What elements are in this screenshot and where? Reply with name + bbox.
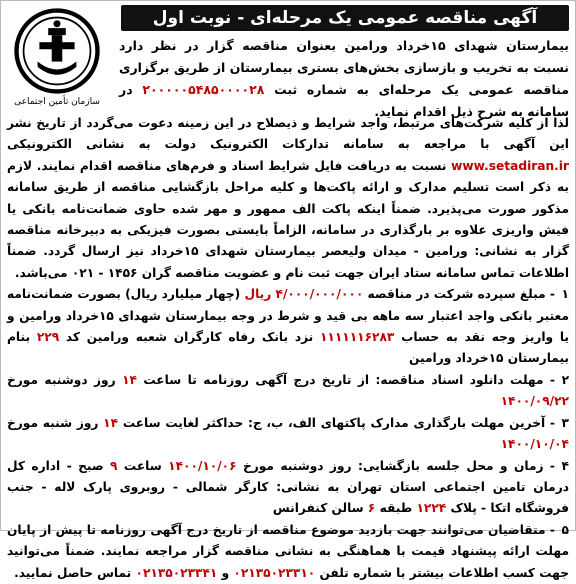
highlighted-value: ۰۲۱۳۵۰۲۳۳۴۱: [135, 565, 218, 580]
notice-headline: آگهی مناقصه عمومی یک مرحله‌ای - نوبت اول: [121, 5, 569, 31]
intro-part2: در سامانه به شرح ذیل اقدام نماید.: [119, 82, 569, 119]
paragraph-part2: نسبت به دریافت فایل شرایط اسناد و فرم‌های مناقصه اقدام نمایند. لازم به ذکر است تسلیم مدارک و ارائه پاکت‌ها و کلیه مراحل بازگشایی مناقصه از طریق سامانه مذکور صورت می‌پذیرد. ضمناً اینکه پاکت الف ممهور و مهر شده حاوی ضمانت‌نامه بانکی یا فیش واریزی علاوه بر بارگذاری در سامانه، الزاماً بایستی بصورت فیزیکی به دبیرخانه مناقصه گزار به نشانی: ورامین - میدان ولیعصر بیمارستان شهدای ۱۵خرداد نیز ارسال گردد. ضمناً اطلاعات تماس سامانه ستاد ایران جهت ثبت نام و عضویت مناقصه گران ۱۴۵۶ - ۰۲۱ می‌باشد.: [7, 158, 570, 280]
intro-text: [119, 35, 569, 123]
highlighted-value: ۲۲۹: [36, 330, 60, 345]
paragraph-part1: لذا از کلیه شرکت‌های مرتبط، واجد شرایط و ذیصلاح در این زمینه دعوت می‌گردد از تاریخ نشر این آگهی با مراجعه به سامانه تدارکات الکترونیک دولت به نشانی الکترونیکی: [7, 116, 569, 152]
highlighted-value: ۱۴۰۰/۰۹/۲۲: [500, 394, 569, 409]
item-text: - آخرین مهلت بارگذاری مدارک پاکتهای الف، ب، ج: حداکثر لغایت ساعت: [118, 415, 555, 430]
item-text: ساعت: [117, 458, 169, 473]
highlighted-value: ۱۴: [122, 372, 137, 387]
list-item: [7, 520, 569, 584]
item-text: - مبلغ سپرده شرکت در مناقصه: [363, 287, 555, 302]
item-number: ۱: [561, 287, 569, 302]
list-item: [7, 456, 569, 520]
highlighted-value: ۱۱۱۱۱۱۶۲۸۳: [319, 330, 395, 345]
item-text: صبح - اداره کل درمان تامین اجتماعی استان تهران به نشانی: کارگر شمالی - روبروی پارک لاله - جنب فروشگاه اتکا - پلاک: [7, 458, 569, 516]
notice-body: [7, 113, 569, 584]
item-number: ۴: [561, 458, 569, 473]
highlighted-value: ۰۲۱۳۵۰۲۳۳۱۰: [233, 565, 316, 580]
highlighted-value: ۱۴۰۰/۱۰/۰۶: [168, 458, 237, 473]
item-number: ۲: [561, 372, 570, 387]
website-link[interactable]: www.setadiran.ir: [451, 158, 569, 173]
tender-number: ۲۰۰۰۰۰۵۴۸۵۰۰۰۰۲۸: [142, 82, 265, 97]
list-item: [7, 370, 569, 413]
item-text: سالن کنفرانس: [272, 501, 368, 516]
highlighted-value: ۶: [367, 501, 376, 516]
item-text: (چهار میلیارد ریال) بصورت ضمانت‌نامه معتبر بانکی واجد اعتبار سه ماهه بی قید و شرط در وجه بیمارستان شهدای ۱۵خرداد ورامین و یا واریز وجه نقد به حساب: [7, 287, 569, 345]
highlighted-value: ۱۴: [103, 415, 119, 430]
item-text: - زمان و محل جلسه بازگشایی: روز دوشنبه مورخ: [236, 458, 555, 473]
item-number: ۵: [561, 522, 569, 537]
item-text: نزد بانک رفاه کارگران شعبه ورامین کد: [59, 330, 320, 345]
emblem-icon: [13, 7, 101, 95]
highlighted-value: ۱۲۲۴: [416, 501, 447, 516]
item-text: - مهلت دانلود اسناد مناقصه: از تاریخ درج آگهی روزنامه تا ساعت: [136, 372, 556, 387]
item-text: و: [217, 565, 234, 580]
conditions-list: [7, 284, 569, 584]
logo-caption: سازمان تأمین اجتماعی: [14, 97, 100, 107]
item-text: - متقاضیان می‌توانند جهت بازدید موضوع مناقصه از تاریخ درج آگهی روزنامه تا پیش از پایان مهلت ارائه پیشنهاد قیمت با هماهنگی به نشانی مناقصه گزار مراجعه نمایند. ضمناً می‌توانید جهت کسب اطلاعات بیشتر با شماره تلفن: [7, 522, 569, 580]
item-text: روز دوشنبه مورخ: [7, 372, 123, 387]
item-number: ۳: [561, 415, 569, 430]
highlighted-value: ۱۴۰۰/۱۰/۰۴: [500, 437, 569, 452]
highlighted-value: ۴/۰۰۰/۰۰۰/۰۰۰ ریال: [244, 287, 364, 302]
list-item: [7, 413, 569, 456]
main-paragraph: [7, 113, 569, 284]
logo: [5, 7, 109, 119]
item-text: بنام بیمارستان ۱۵خرداد ورامین: [7, 330, 569, 366]
highlighted-value: ۹: [110, 458, 118, 473]
item-text: طبقه: [375, 501, 417, 516]
list-item: [7, 284, 569, 370]
intro-part1: بیمارستان شهدای ۱۵خرداد ورامین بعنوان مناقصه گزار در نظر دارد نسبت به تخریب و بازسازی بخش‌های بستری بیمارستان از طریق برگزاری مناقصه عمومی یک مرحله‌ای به شماره ثبت: [119, 38, 569, 97]
item-text: روز شنبه مورخ: [7, 415, 104, 430]
item-text: تماس حاصل نمایید.: [14, 565, 136, 580]
